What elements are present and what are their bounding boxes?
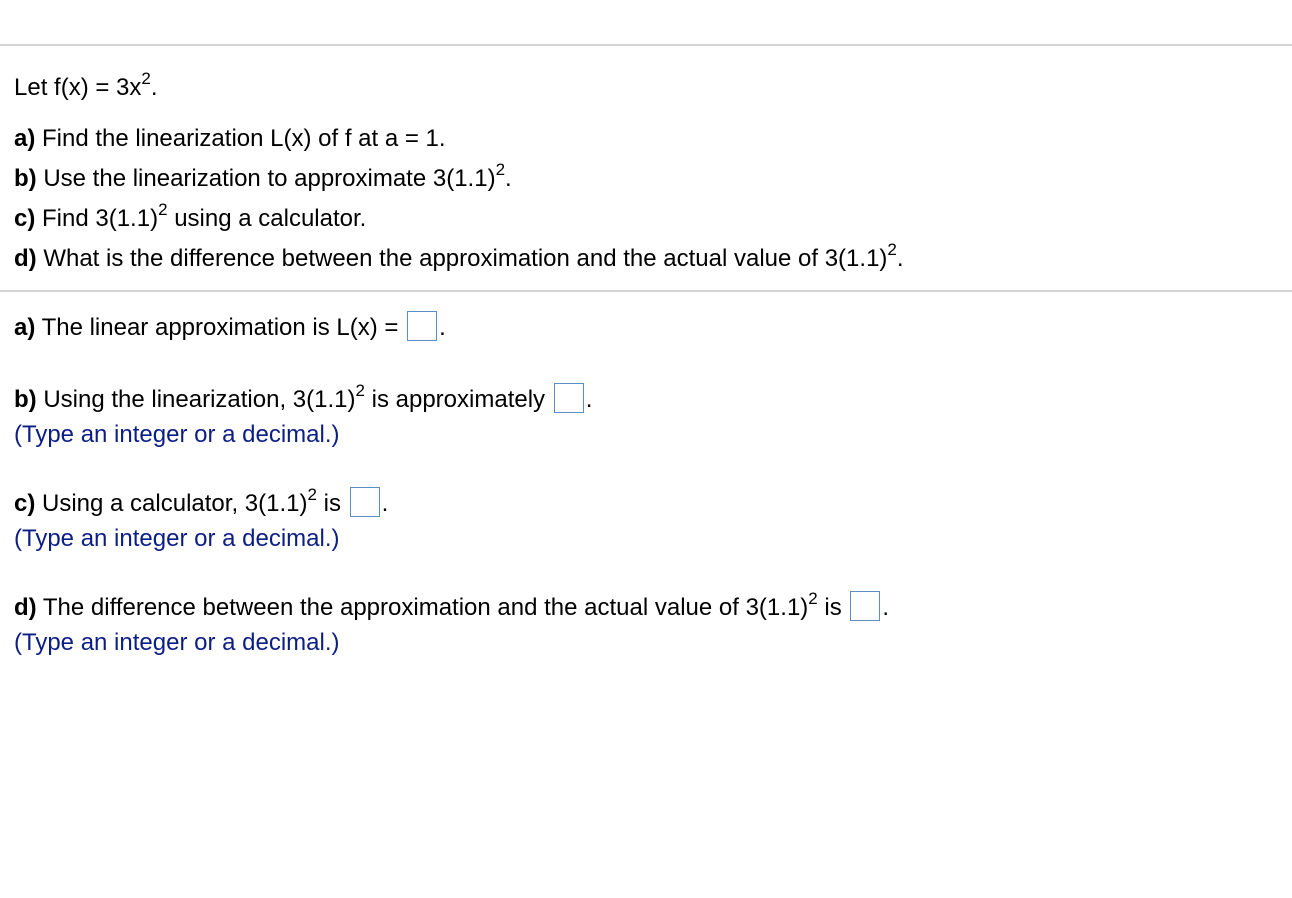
question-part-d: d) What is the difference between the approximation and the actual value of $3(1.1)^2$. <box>14 240 904 272</box>
answer-part-b: b) Using the linearization, $3(1.1)^2$ is approximately . <box>14 381 593 413</box>
question-part-c: c) Find $3(1.1)^2$ using a calculator. <box>14 200 367 232</box>
middle-divider <box>0 290 1292 292</box>
answer-input-a[interactable] <box>407 311 437 341</box>
answer-part-a: a) The linear approximation is L(x) = . <box>14 311 446 342</box>
answer-input-b[interactable] <box>554 383 584 413</box>
top-divider <box>0 44 1292 46</box>
hint-text-d: (Type an integer or a decimal.) <box>14 629 340 656</box>
question-part-b: b) Use the linearization to approximate $3(1.1)^2$. <box>14 160 512 192</box>
answer-input-c[interactable] <box>350 487 380 517</box>
answer-part-c: c) Using a calculator, $3(1.1)^2$ is . <box>14 485 389 517</box>
answer-input-d[interactable] <box>850 591 880 621</box>
question-part-a: a) Find the linearization L(x) of f at a = 1. <box>14 125 446 152</box>
hint-text-b: (Type an integer or a decimal.) <box>14 421 340 448</box>
function-definition: Let $f(x) = 3x^2$. <box>14 69 158 101</box>
hint-text-c: (Type an integer or a decimal.) <box>14 525 340 552</box>
answer-part-d: d) The difference between the approximation and the actual value of $3(1.1)^2$ is . <box>14 589 890 621</box>
